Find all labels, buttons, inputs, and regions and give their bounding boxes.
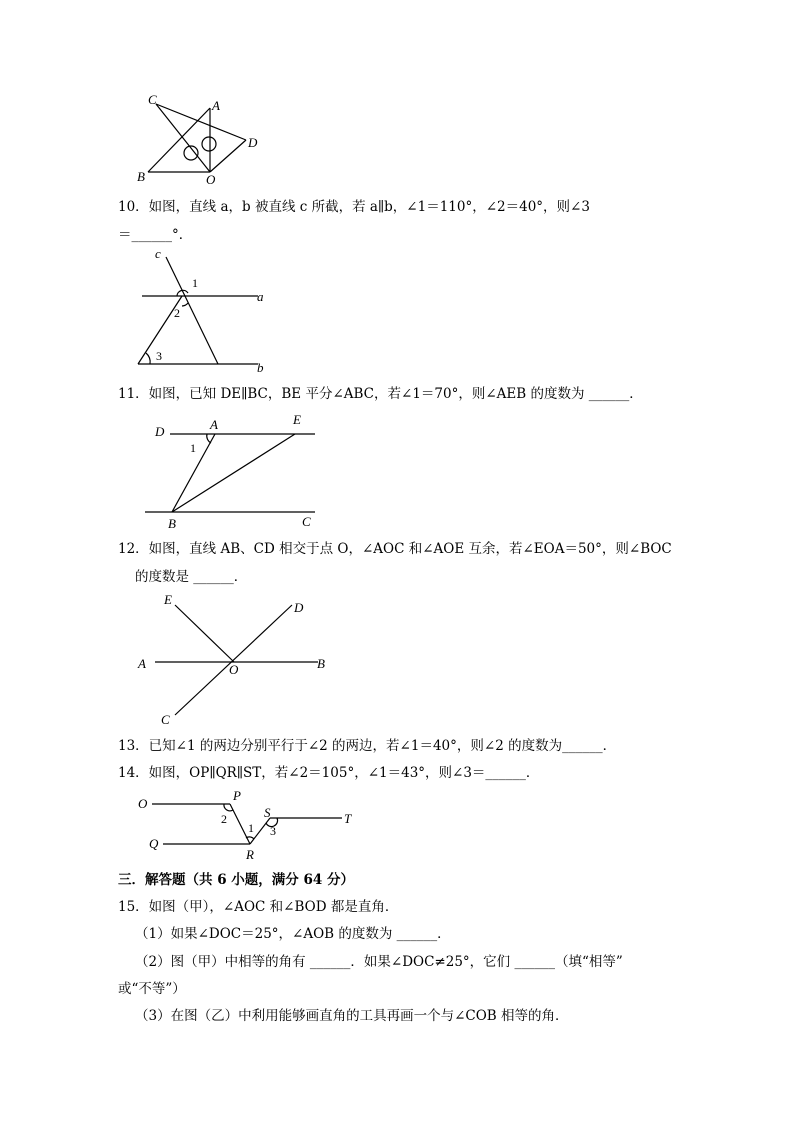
q10-text-line1: 10．如图，直线 a，b 被直线 c 所截，若 a∥b，∠1＝110°，∠2＝40°，则∠3 xyxy=(118,199,590,215)
q14-text-line1: 14．如图，OP∥QR∥ST，若∠2＝105°，∠1＝43°，则∠3＝______． xyxy=(118,765,540,781)
angle-1-label: 1 xyxy=(192,276,198,290)
label-C: C xyxy=(148,92,157,107)
figure-q12 xyxy=(130,590,340,730)
label-E: E xyxy=(164,592,172,607)
angle-2-label: 2 xyxy=(174,306,180,320)
q12-text-line1: 12．如图，直线 AB、CD 相交于点 O，∠AOC 和∠AOE 互余，若∠EOA＝50°，则∠BOC xyxy=(118,541,672,557)
q15-part1: （1）如果∠DOC＝25°，∠AOB 的度数为 ______． xyxy=(135,926,451,942)
q15-part2-continued: 或“不等”） xyxy=(118,981,186,997)
angle-1-label: 1 xyxy=(248,821,254,835)
label-R: R xyxy=(246,847,254,862)
figure-q9 xyxy=(130,88,270,188)
angle-2-label: 2 xyxy=(221,812,227,826)
label-A: A xyxy=(138,656,146,671)
label-A: A xyxy=(212,98,220,113)
label-O: O xyxy=(138,796,148,811)
section-title: 三．解答题（共 6 小题，满分 64 分） xyxy=(118,872,354,888)
figure-q11 xyxy=(140,410,330,535)
q10-text-line2: ＝______°． xyxy=(118,227,193,243)
label-B: B xyxy=(137,169,145,184)
q15-part3: （3）在图（乙）中利用能够画直角的工具再画一个与∠COB 相等的角． xyxy=(135,1008,569,1024)
label-O: O xyxy=(229,662,239,677)
q11-text-line1: 11．如图，已知 DE∥BC，BE 平分∠ABC，若∠1＝70°，则∠AEB 的度数为 ______． xyxy=(118,386,643,402)
figure-q14 xyxy=(130,785,370,865)
label-c: c xyxy=(155,246,161,261)
label-O: O xyxy=(206,172,216,187)
label-D: D xyxy=(294,600,304,615)
label-Q: Q xyxy=(149,836,159,851)
q15-part2: （2）图（甲）中相等的角有 ______．如果∠DOC≠25°，它们 ______（填“相等” xyxy=(135,954,623,970)
label-S: S xyxy=(264,805,271,820)
label-b: b xyxy=(257,360,264,375)
label-P: P xyxy=(233,788,241,803)
label-B: B xyxy=(168,516,176,531)
label-T: T xyxy=(344,811,352,826)
angle-3-label: 3 xyxy=(156,349,162,363)
q15-text-line1: 15．如图（甲），∠AOC 和∠BOD 都是直角． xyxy=(118,899,399,915)
label-D: D xyxy=(155,424,165,439)
angle-3-label: 3 xyxy=(270,824,276,838)
figure-q10 xyxy=(130,245,280,375)
label-E: E xyxy=(293,412,301,427)
angle-1-label: 1 xyxy=(190,441,196,455)
label-C: C xyxy=(302,514,311,529)
label-D: D xyxy=(248,135,258,150)
label-C: C xyxy=(161,712,170,727)
label-a: a xyxy=(257,289,264,304)
label-B: B xyxy=(317,656,325,671)
q12-text-line2: 的度数是 ______． xyxy=(135,569,248,585)
label-A: A xyxy=(210,417,218,432)
q13-text-line1: 13．已知∠1 的两边分别平行于∠2 的两边，若∠1＝40°，则∠2 的度数为______． xyxy=(118,738,617,754)
